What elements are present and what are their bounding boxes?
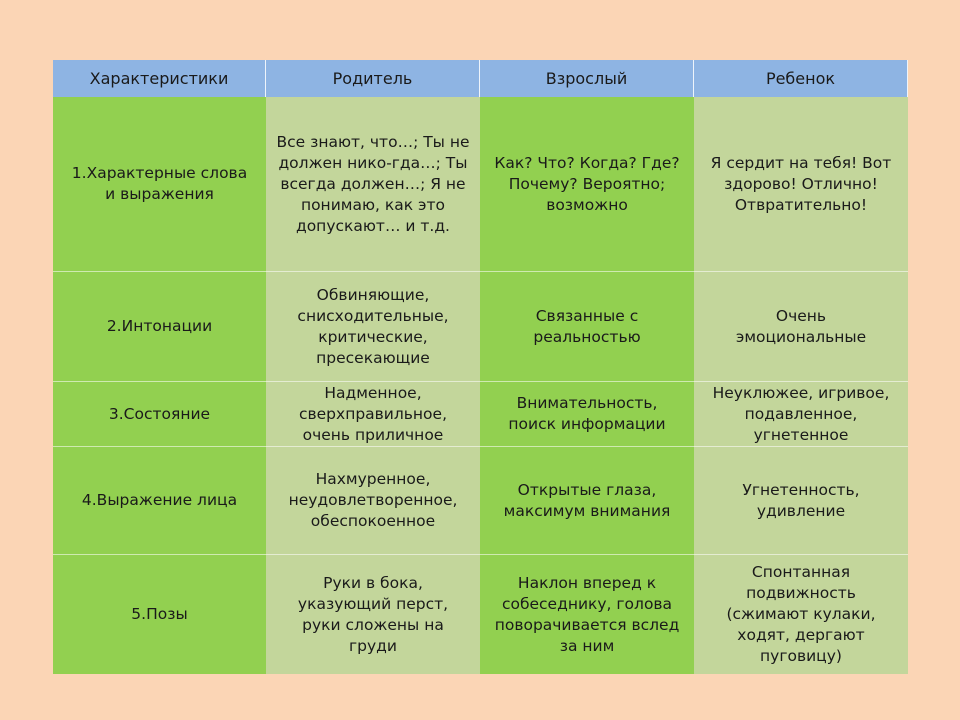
cell-adult-poses: Наклон вперед к собеседнику, голова поворачивается вслед за ним bbox=[480, 555, 694, 674]
row-label-face: 4.Выражение лица bbox=[53, 447, 266, 555]
cell-adult-words: Как? Что? Когда? Где? Почему? Вероятно; возможно bbox=[480, 97, 694, 272]
cell-child-intonation: Очень эмоциональные bbox=[694, 272, 908, 382]
cell-adult-intonation: Связанные с реальностью bbox=[480, 272, 694, 382]
row-label-intonation: 2.Интонации bbox=[53, 272, 266, 382]
header-child: Ребенок bbox=[694, 60, 908, 97]
row-label-state: 3.Состояние bbox=[53, 382, 266, 447]
cell-child-words: Я сердит на тебя! Вот здорово! Отлично! Отвратительно! bbox=[694, 97, 908, 272]
header-parent: Родитель bbox=[266, 60, 480, 97]
cell-parent-poses: Руки в бока, указующий перст, руки сложены на груди bbox=[266, 555, 480, 674]
cell-parent-face: Нахмуренное, неудовлетворенное, обеспокоенное bbox=[266, 447, 480, 555]
cell-parent-state: Надменное, сверхправильное, очень приличное bbox=[266, 382, 480, 447]
cell-child-face: Угнетенность, удивление bbox=[694, 447, 908, 555]
cell-parent-intonation: Обвиняющие, снисходительные, критические, пресекающие bbox=[266, 272, 480, 382]
ta-characteristics-table bbox=[53, 60, 908, 674]
header-characteristics: Характеристики bbox=[53, 60, 266, 97]
row-label-poses: 5.Позы bbox=[53, 555, 266, 674]
cell-adult-face: Открытые глаза, максимум внимания bbox=[480, 447, 694, 555]
header-adult: Взрослый bbox=[480, 60, 694, 97]
cell-child-state: Неуклюжее, игривое, подавленное, угнетенное bbox=[694, 382, 908, 447]
cell-parent-words: Все знают, что…; Ты не должен нико-гда…; Ты всегда должен…; Я не понимаю, как это допускают… и т.д. bbox=[266, 97, 480, 272]
row-label-words: 1.Характерные слова и выражения bbox=[53, 97, 266, 272]
cell-child-poses: Спонтанная подвижность (сжимают кулаки, ходят, дергают пуговицу) bbox=[694, 555, 908, 674]
cell-adult-state: Внимательность, поиск информации bbox=[480, 382, 694, 447]
